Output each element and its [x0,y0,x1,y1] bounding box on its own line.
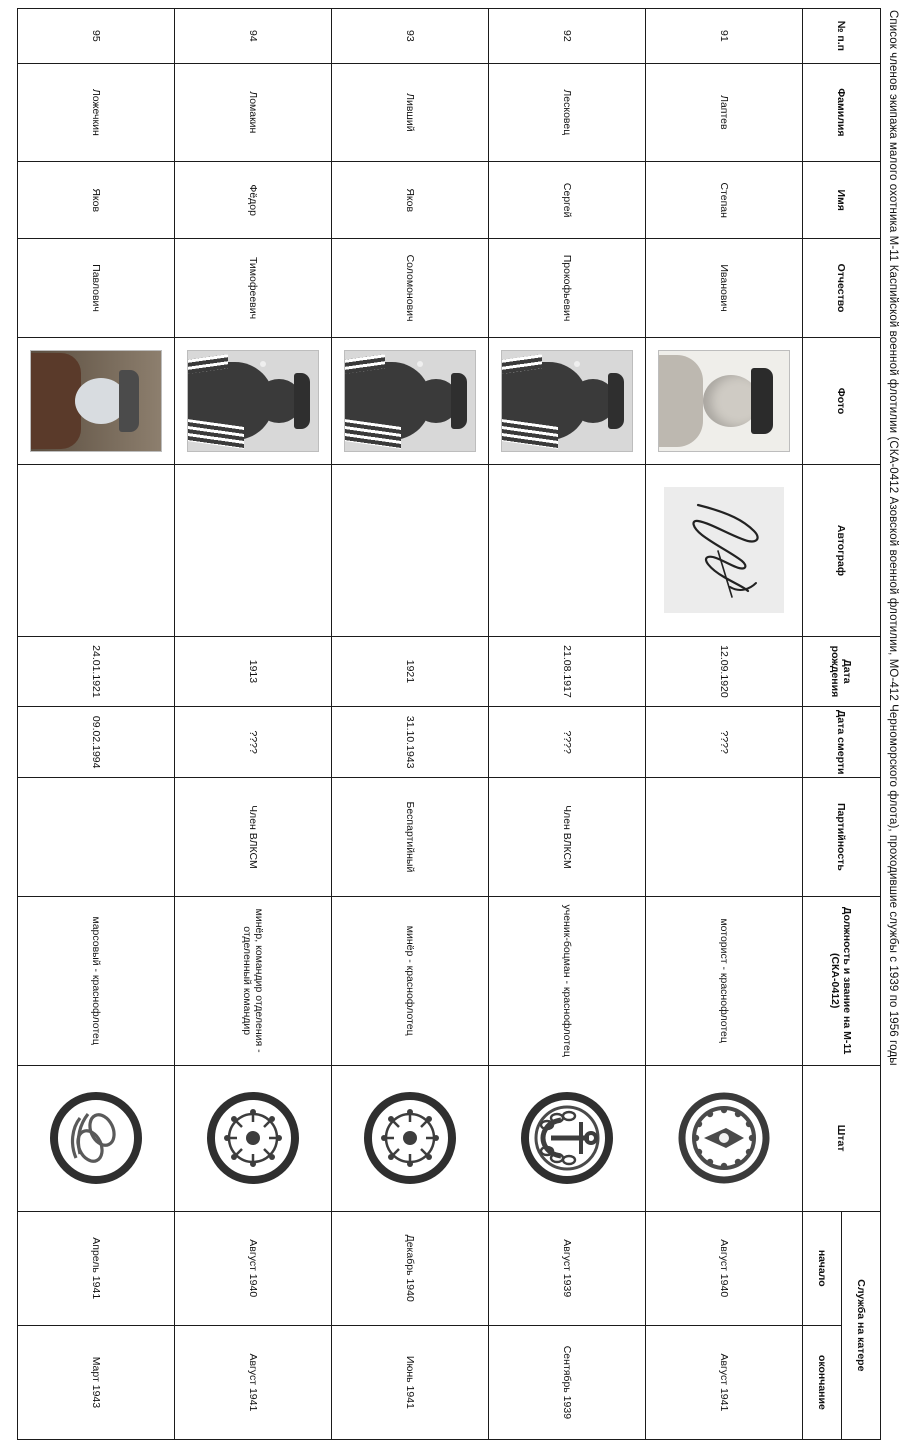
cell-rank: ученик-боцман - краснофлотец [489,896,646,1065]
cell-shtat [646,1065,803,1211]
cell-service-start: Апрель 1941 [18,1211,175,1325]
header-name: Имя [803,161,881,239]
cell-surname: Лаптев [646,63,803,161]
cell-no: 94 [175,9,332,64]
crew-roster-table [17,8,881,1440]
table-row [332,9,489,1440]
rope-knot-emblem-icon [50,1092,142,1184]
cell-death-date: 09.02.1994 [18,707,175,778]
cell-autograph [18,465,175,636]
photo-portrait [658,350,790,452]
cell-service-start: Август 1939 [489,1211,646,1325]
cell-photo [332,337,489,465]
cell-no: 91 [646,9,803,64]
cell-autograph [489,465,646,636]
cell-name: Яков [18,161,175,239]
photo-silhouette [344,350,476,452]
cell-party: Член ВЛКСМ [489,778,646,897]
cell-service-end: Июнь 1941 [332,1325,489,1439]
cell-party [18,778,175,897]
cell-rank: марсовый - краснофлотец [18,896,175,1065]
header-surname: Фамилия [803,63,881,161]
cell-birth-date: 24.01.1921 [18,636,175,707]
table-row [489,9,646,1440]
cell-photo [489,337,646,465]
header-service-end: окончание [803,1325,842,1439]
cell-death-date: 31.10.1943 [332,707,489,778]
cell-birth-date: 12.09.1920 [646,636,803,707]
table-row [18,9,175,1440]
cell-no: 95 [18,9,175,64]
cell-patronymic: Иванович [646,239,803,337]
photo-silhouette [501,350,633,452]
cell-surname: Лесковец [489,63,646,161]
page-title: Список членов экипажа малого охотника М-11 Каспийской военной флотилии (СКА-0412 Азовской военной флотилии, МО-412 Черноморского флота), проходившие службы с 1939 по 1956 годы [887,10,899,1066]
header-row-top [842,9,881,1440]
cell-patronymic: Соломонович [332,239,489,337]
cell-party: Беспартийный [332,778,489,897]
autograph-image [664,487,784,613]
cell-death-date: ???? [489,707,646,778]
cell-autograph [646,465,803,636]
cell-shtat [489,1065,646,1211]
cell-service-end: Март 1943 [18,1325,175,1439]
cell-death-date: ???? [646,707,803,778]
cell-name: Яков [332,161,489,239]
header-photo: Фото [803,337,881,465]
cell-shtat [18,1065,175,1211]
mine-emblem-icon [207,1092,299,1184]
photo-silhouette [187,350,319,452]
gear-emblem-icon [678,1092,770,1184]
cell-surname: Ливший [332,63,489,161]
header-shtat: Штат [803,1065,881,1211]
table-row [646,9,803,1440]
mine-emblem-icon [364,1092,456,1184]
cell-shtat [175,1065,332,1211]
cell-birth-date: 21.08.1917 [489,636,646,707]
cell-service-end: Август 1941 [646,1325,803,1439]
cell-patronymic: Павлович [18,239,175,337]
header-death-date: Дата смерти [803,707,881,778]
cell-surname: Ломакин [175,63,332,161]
header-autograph: Автограф [803,465,881,636]
cell-party: Член ВЛКСМ [175,778,332,897]
table-header [803,9,881,1440]
cell-service-end: Август 1941 [175,1325,332,1439]
cell-name: Фёдор [175,161,332,239]
cell-photo [18,337,175,465]
cell-name: Степан [646,161,803,239]
cell-patronymic: Тимофеевич [175,239,332,337]
cell-shtat [332,1065,489,1211]
header-patronymic: Отчество [803,239,881,337]
photo-portrait-color [30,350,162,452]
cell-name: Сергей [489,161,646,239]
cell-service-start: Август 1940 [175,1211,332,1325]
table-body [18,9,803,1440]
cell-no: 92 [489,9,646,64]
header-service-group: Служба на катере [842,1211,881,1439]
header-rank: Должность и звание на М-11 (СКА-0412) [803,896,881,1065]
table-row [175,9,332,1440]
cell-rank: моторист - краснофлотец [646,896,803,1065]
header-service-start: начало [803,1211,842,1325]
cell-service-start: Август 1940 [646,1211,803,1325]
cell-service-start: Декабрь 1940 [332,1211,489,1325]
header-birth-date: Дата рождения [803,636,881,707]
anchor-chain-emblem-icon [521,1092,613,1184]
cell-birth-date: 1913 [175,636,332,707]
cell-rank: минёр, командир отделения - отделенный командир [175,896,332,1065]
cell-surname: Ложечкин [18,63,175,161]
cell-service-end: Сентябрь 1939 [489,1325,646,1439]
cell-party [646,778,803,897]
cell-patronymic: Прокофьевич [489,239,646,337]
header-party: Партийность [803,778,881,897]
header-no: № п.п [803,9,881,64]
cell-photo [175,337,332,465]
cell-photo [646,337,803,465]
cell-death-date: ???? [175,707,332,778]
cell-birth-date: 1921 [332,636,489,707]
cell-rank: минёр - краснофлотец [332,896,489,1065]
cell-autograph [175,465,332,636]
cell-autograph [332,465,489,636]
cell-no: 93 [332,9,489,64]
